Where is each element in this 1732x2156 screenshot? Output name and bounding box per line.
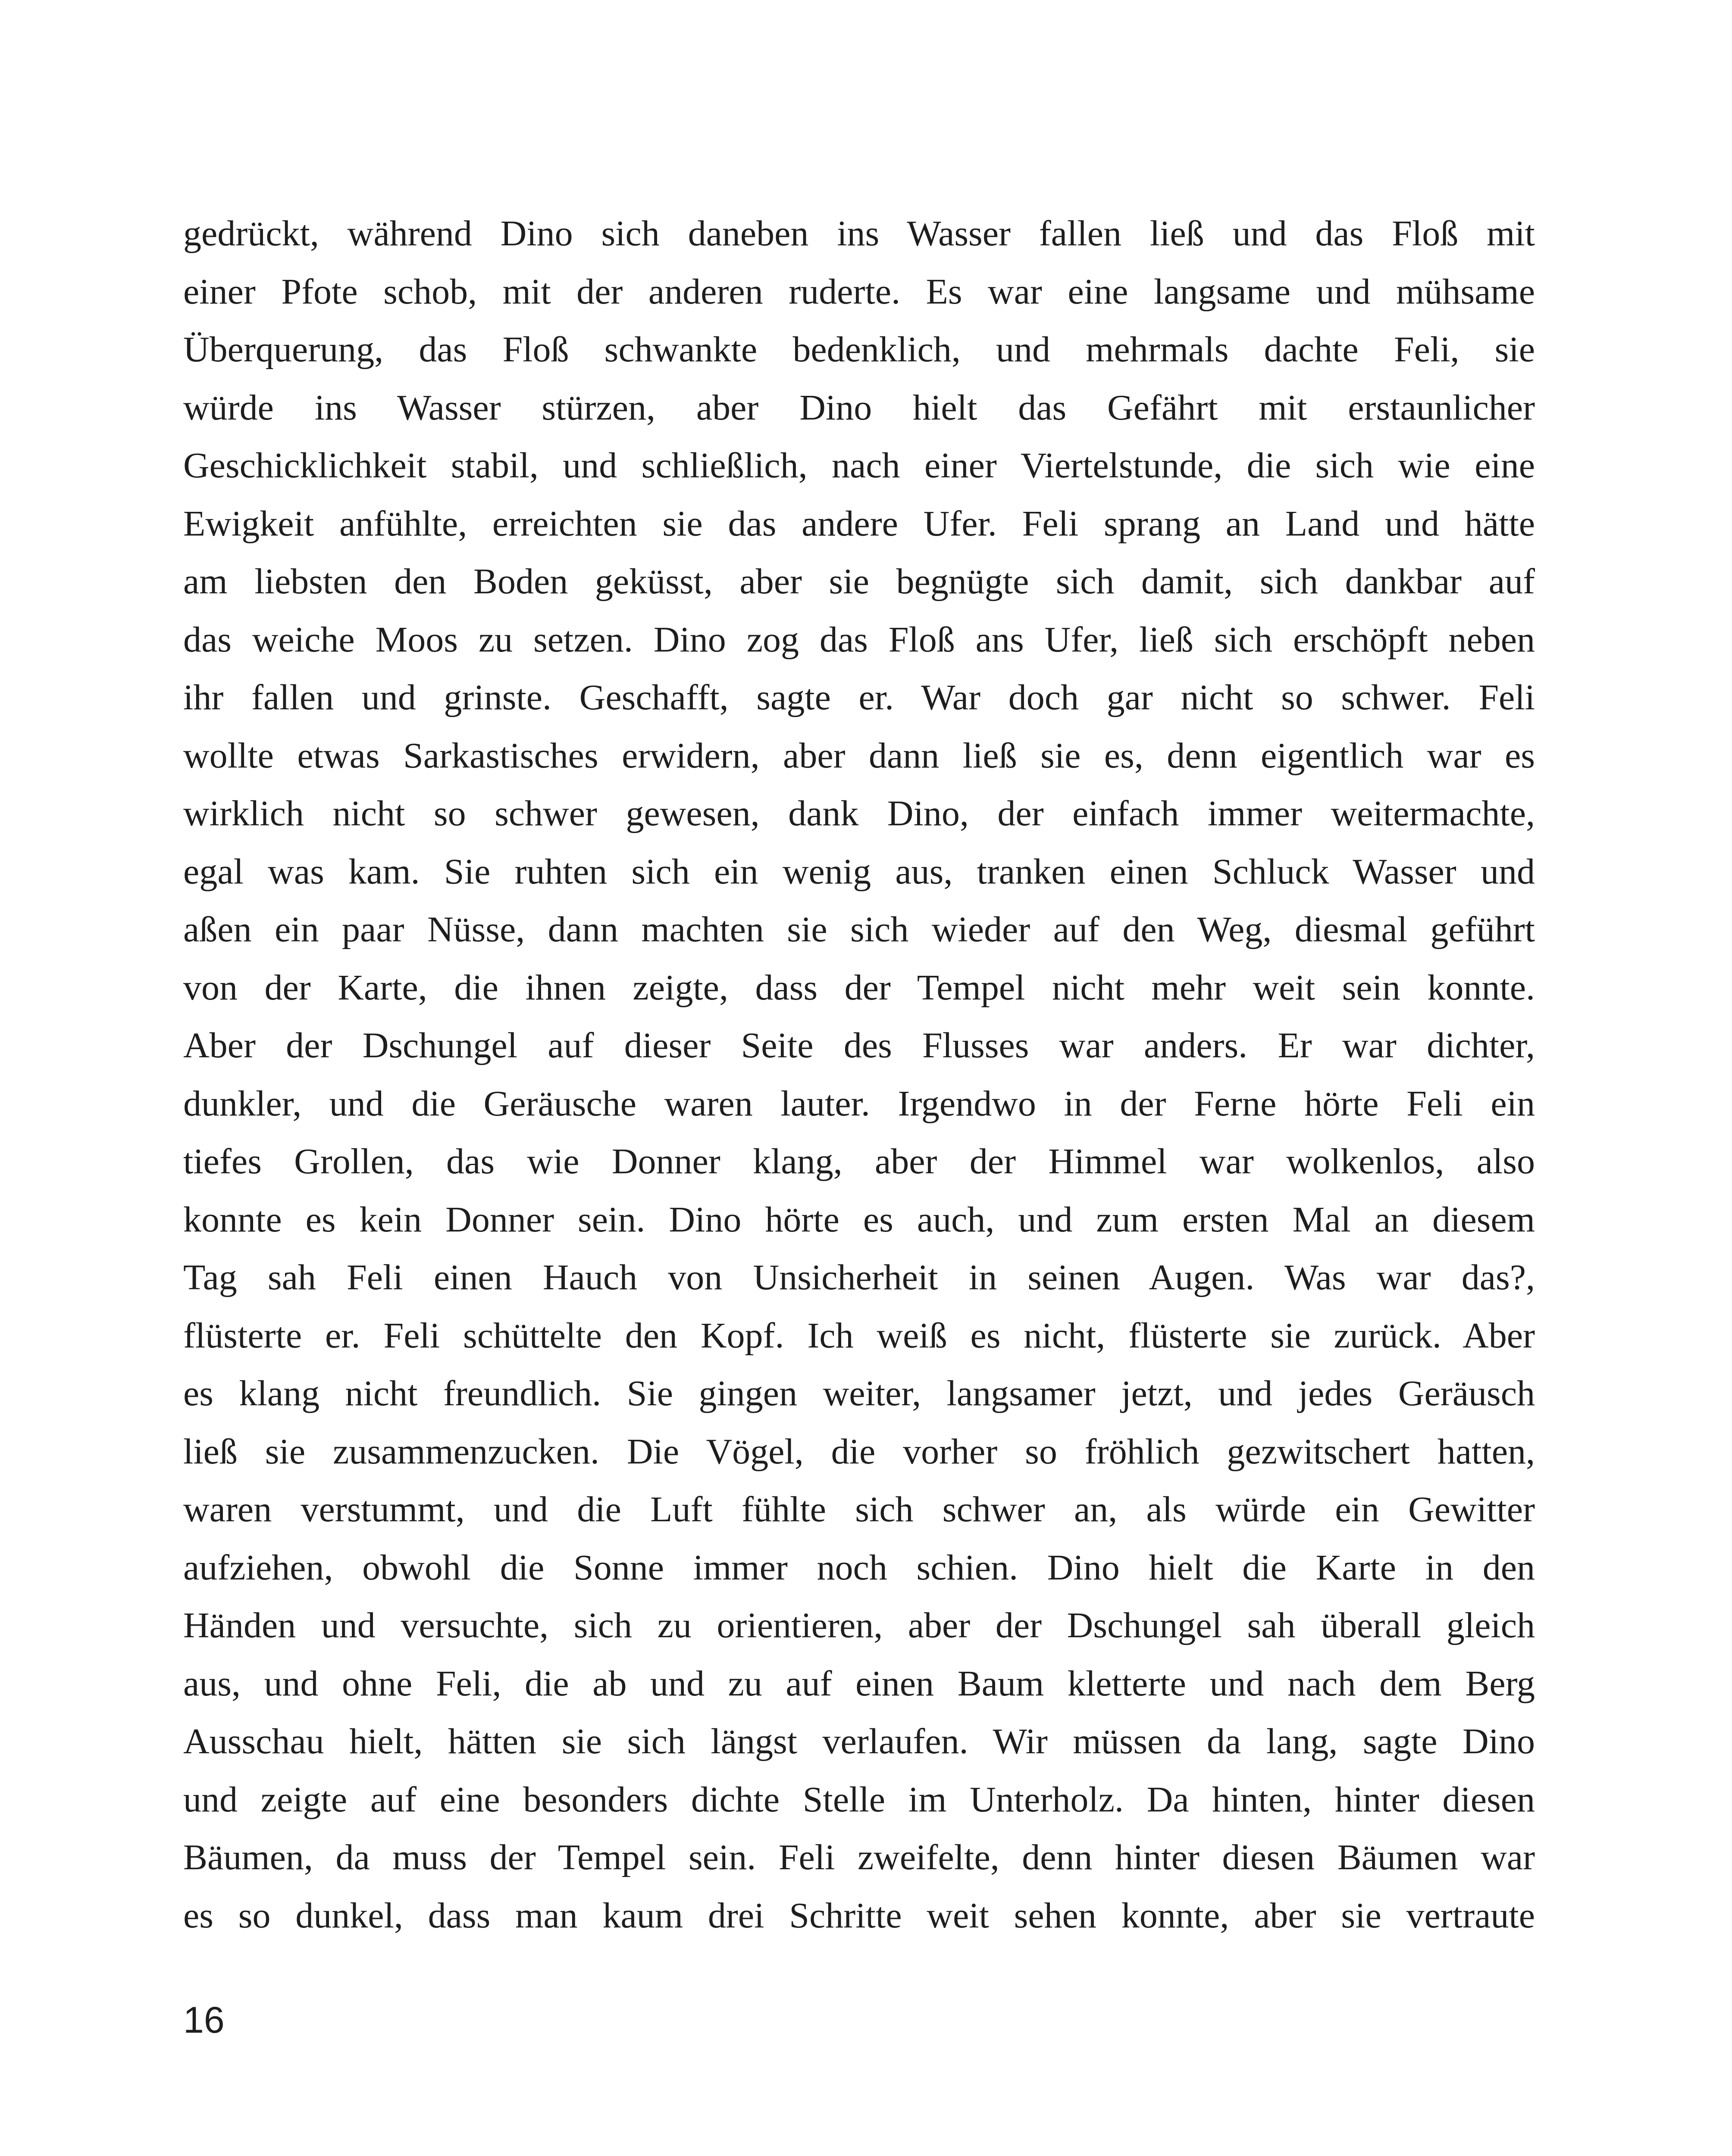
text-line: aus, und ohne Feli, die ab und zu auf einen Baum kletterte und nach dem Berg — [183, 1663, 1535, 1704]
text-line: am liebsten den Boden geküsst, aber sie begnügte sich damit, sich dankbar auf — [183, 561, 1535, 602]
text-line: flüsterte er. Feli schüttelte den Kopf. Ich weiß es nicht, flüsterte sie zurück. Aber — [183, 1315, 1535, 1356]
body-text — [183, 205, 1535, 1945]
text-line: Händen und versuchte, sich zu orientieren, aber der Dschungel sah überall gleich — [183, 1605, 1535, 1645]
text-line: dunkler, und die Geräusche waren lauter. Irgendwo in der Ferne hörte Feli ein — [183, 1083, 1535, 1124]
text-line: ließ sie zusammenzucken. Die Vögel, die vorher so fröhlich gezwitschert hatten, — [183, 1431, 1535, 1472]
text-line: und zeigte auf eine besonders dichte Stelle im Unterholz. Da hinten, hinter diesen — [183, 1779, 1535, 1820]
text-line: Tag sah Feli einen Hauch von Unsicherheit in seinen Augen. Was war das?, — [183, 1257, 1535, 1297]
text-line: es klang nicht freundlich. Sie gingen weiter, langsamer jetzt, und jedes Geräusch — [183, 1373, 1535, 1413]
text-line: das weiche Moos zu setzen. Dino zog das Floß ans Ufer, ließ sich erschöpft neben — [183, 619, 1535, 660]
text-line: ihr fallen und grinste. Geschafft, sagte er. War doch gar nicht so schwer. Feli — [183, 677, 1535, 718]
text-line: einer Pfote schob, mit der anderen ruderte. Es war eine langsame und mühsame — [183, 271, 1535, 312]
page-number: 16 — [183, 1999, 225, 2041]
text-line: Bäumen, da muss der Tempel sein. Feli zweifelte, denn hinter diesen Bäumen war — [183, 1837, 1535, 1877]
text-line: wirklich nicht so schwer gewesen, dank Dino, der einfach immer weitermachte, — [183, 793, 1535, 834]
text-line: aßen ein paar Nüsse, dann machten sie sich wieder auf den Weg, diesmal geführt — [183, 909, 1535, 950]
text-line: konnte es kein Donner sein. Dino hörte es auch, und zum ersten Mal an diesem — [183, 1199, 1535, 1240]
text-line: würde ins Wasser stürzen, aber Dino hielt das Gefährt mit erstaunlicher — [183, 387, 1535, 428]
text-line: Geschicklichkeit stabil, und schließlich, nach einer Viertelstunde, die sich wie eine — [183, 445, 1535, 486]
text-line: Ausschau hielt, hätten sie sich längst verlaufen. Wir müssen da lang, sagte Dino — [183, 1721, 1535, 1761]
text-line: Aber der Dschungel auf dieser Seite des Flusses war anders. Er war dichter, — [183, 1025, 1535, 1065]
text-line: Überquerung, das Floß schwankte bedenklich, und mehrmals dachte Feli, sie — [183, 329, 1535, 370]
text-line: tiefes Grollen, das wie Donner klang, aber der Himmel war wolkenlos, also — [183, 1141, 1535, 1181]
text-line: Ewigkeit anfühlte, erreichten sie das andere Ufer. Feli sprang an Land und hätte — [183, 503, 1535, 544]
text-line: es so dunkel, dass man kaum drei Schritte weit sehen konnte, aber sie vertraute — [183, 1895, 1535, 1936]
text-line: gedrückt, während Dino sich daneben ins Wasser fallen ließ und das Floß mit — [183, 213, 1535, 254]
text-line: egal was kam. Sie ruhten sich ein wenig aus, tranken einen Schluck Wasser und — [183, 851, 1535, 892]
text-line: aufziehen, obwohl die Sonne immer noch schien. Dino hielt die Karte in den — [183, 1547, 1535, 1588]
text-line: von der Karte, die ihnen zeigte, dass der Tempel nicht mehr weit sein konnte. — [183, 967, 1535, 1008]
text-line: waren verstummt, und die Luft fühlte sich schwer an, als würde ein Gewitter — [183, 1489, 1535, 1529]
text-line: wollte etwas Sarkastisches erwidern, aber dann ließ sie es, denn eigentlich war es — [183, 735, 1535, 776]
